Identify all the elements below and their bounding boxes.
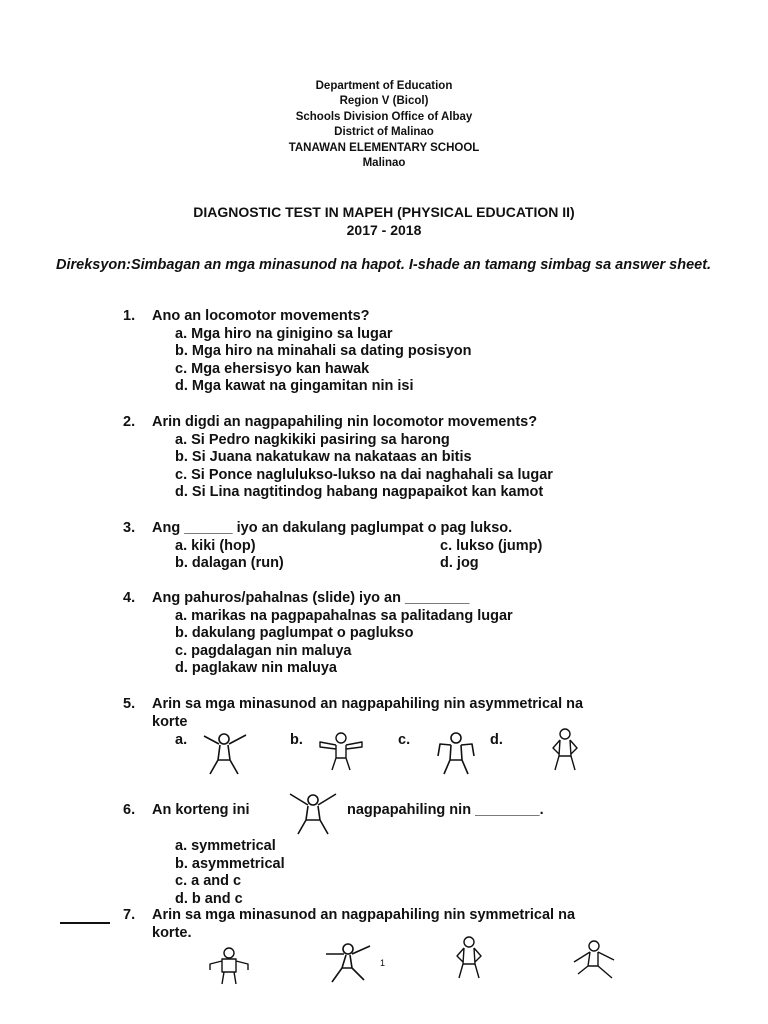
option-b: b. Mga hiro na minahali sa dating posisyon: [175, 343, 472, 360]
question-number: 1.: [123, 308, 136, 324]
question-number: 4.: [123, 590, 136, 606]
answer-blank: [60, 922, 110, 924]
question-number: 5.: [123, 696, 136, 712]
header-division: Schools Division Office of Albay: [295, 111, 473, 123]
option-c: c. a and c: [175, 873, 242, 890]
figure-arms-out-icon: [316, 730, 366, 772]
header-region: Region V (Bicol): [339, 95, 429, 107]
question-number: 2.: [123, 414, 136, 430]
option-d: d. Mga kawat na gingamitan nin isi: [175, 378, 414, 395]
option-a: a. Si Pedro nagkikiki pasiring sa harong: [175, 431, 450, 448]
option-c: c. lukso (jump): [440, 537, 543, 554]
question-text-continued: korte.: [152, 924, 192, 941]
option-a: a. marikas na pagpapahalnas sa palitadang lugar: [175, 607, 513, 624]
figure-kicking-icon: [568, 938, 620, 982]
figure-hands-on-hips-icon: [449, 934, 489, 980]
option-b: b. dakulang paglumpat o paglukso: [175, 625, 414, 642]
test-year: 2017 - 2018: [346, 222, 422, 238]
option-b: b. Si Juana nakatukaw na nakataas an bitis: [175, 449, 472, 466]
question-number: 6.: [123, 802, 136, 818]
page-number: 1: [380, 958, 386, 968]
question-text: Arin digdi an nagpapahiling nin locomotor movements?: [152, 414, 538, 430]
option-d: d. Si Lina nagtitindog habang nagpapaikot kan kamot: [175, 484, 544, 501]
question-text: Arin sa mga minasunod an nagpapahiling nin symmetrical na: [152, 907, 576, 923]
option-c: c. Si Ponce naglulukso-lukso na dai naghahali sa lugar: [175, 466, 553, 483]
figure-arms-bent-icon: [432, 730, 480, 776]
option-b: b.: [290, 732, 303, 748]
question-text: Ano an locomotor movements?: [152, 308, 370, 324]
question-number: 3.: [123, 520, 136, 536]
figure-box-person-icon: [206, 946, 252, 986]
option-b: b. dalagan (run): [175, 555, 284, 572]
header-department: Department of Education: [315, 80, 453, 92]
directions: Direksyon:Simbagan an mga minasunod na hapot. I-shade an tamang simbag sa answer sheet.: [56, 257, 712, 273]
option-a: a. symmetrical: [175, 838, 276, 854]
header-district: District of Malinao: [334, 126, 434, 138]
option-a: a. Mga hiro na ginigino sa lugar: [175, 325, 393, 342]
option-c: c. Mga ehersisyo kan hawak: [175, 360, 370, 377]
question-text: Ang ______ iyo an dakulang paglumpat o pag lukso.: [152, 520, 513, 536]
question-text-continued: nagpapahiling nin ________.: [347, 802, 544, 818]
figure-asymmetric-jumping-icon: [200, 730, 250, 776]
header-town: Malinao: [362, 157, 406, 169]
figure-symmetric-jumping-icon: [286, 790, 340, 836]
option-d: d. jog: [440, 555, 479, 572]
option-a: a.: [175, 732, 188, 748]
option-c: c. pagdalagan nin maluya: [175, 642, 352, 659]
option-c: c.: [398, 732, 411, 748]
header-school: TANAWAN ELEMENTARY SCHOOL: [288, 142, 480, 154]
option-d: d. paglakaw nin maluya: [175, 660, 337, 677]
question-text: Ang pahuros/pahalnas (slide) iyo an ________: [152, 590, 470, 606]
question-text-continued: korte: [152, 713, 188, 730]
option-d: d. b and c: [175, 890, 243, 907]
option-b: b. asymmetrical: [175, 855, 285, 872]
option-a: a. kiki (hop): [175, 537, 256, 554]
option-d: d.: [490, 732, 503, 748]
question-text: An korteng ini: [152, 802, 250, 818]
figure-dancing-icon: [322, 940, 374, 984]
question-number: 7.: [123, 907, 136, 923]
figure-hands-on-hips-icon: [545, 726, 585, 772]
question-text: Arin sa mga minasunod an nagpapahiling nin asymmetrical na: [152, 696, 584, 712]
test-title: DIAGNOSTIC TEST IN MAPEH (PHYSICAL EDUCATION II): [193, 204, 575, 220]
